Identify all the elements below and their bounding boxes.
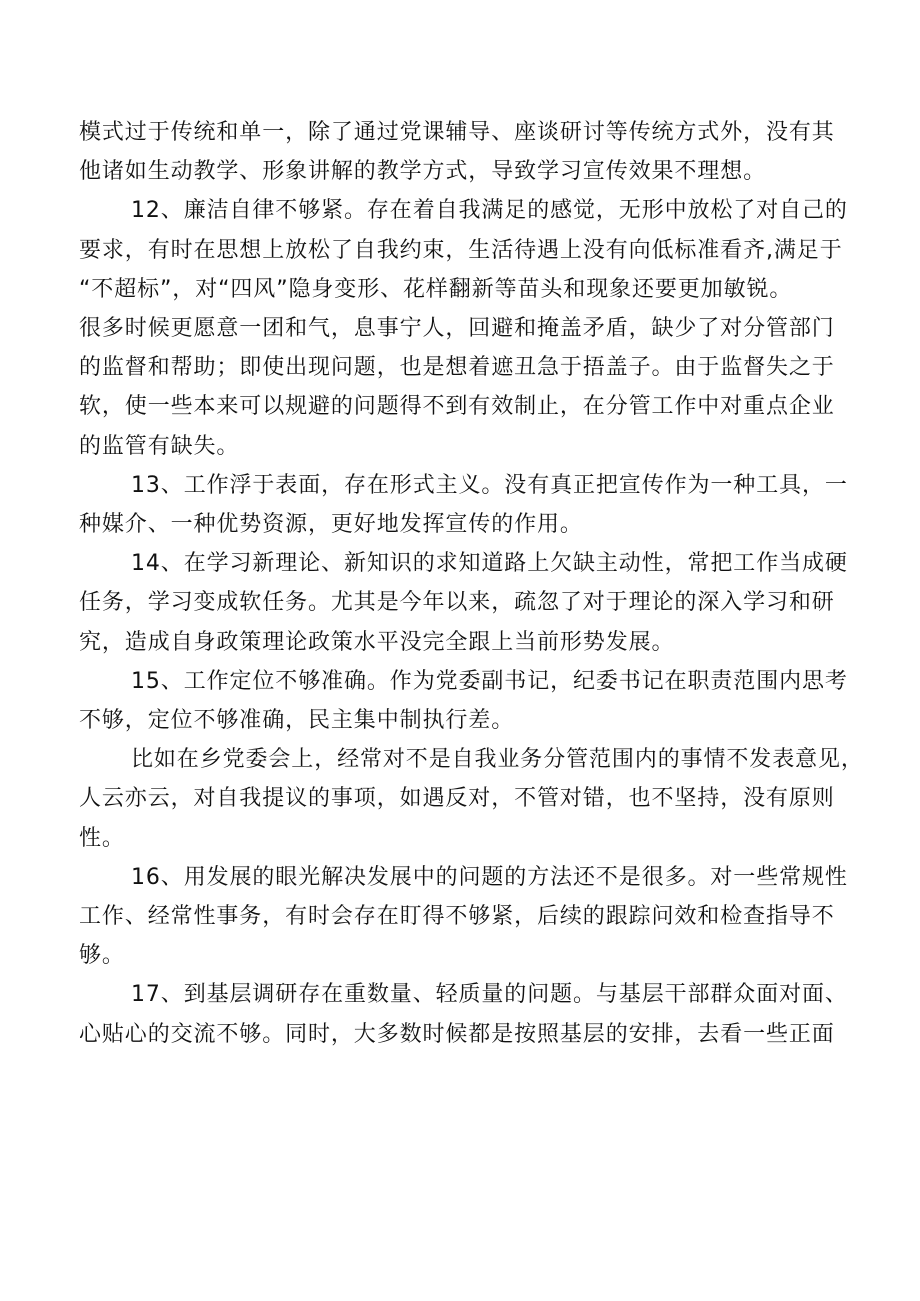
- text-line: 14、在学习新理论、新知识的求知道路上欠缺主动性，常把工作当成硬: [131, 551, 848, 577]
- paragraph-14: [79, 544, 853, 662]
- paragraph-12: [79, 191, 853, 465]
- paragraph-example: [79, 740, 864, 858]
- paragraph-15: [79, 662, 853, 740]
- text-line: 他诸如生动教学、形象讲解的教学方式，导致学习宣传效果不理想。: [79, 159, 767, 185]
- text-line: 工作、经常性事务，有时会存在盯得不够紧，后续的跟踪问效和检查指导不: [79, 904, 835, 930]
- text-line: 比如在乡党委会上，经常对不是自我业务分管范围内的事情不发表意见，: [131, 747, 864, 773]
- text-line: 的监督和帮助；即使出现问题，也是想着遮丑急于捂盖子。由于监督失之于: [79, 355, 835, 381]
- text-line: 软，使一些本来可以规避的问题得不到有效制止，在分管工作中对重点企业: [79, 394, 835, 420]
- text-line: 性。: [79, 825, 125, 851]
- text-line: 12、廉洁自律不够紧。存在着自我满足的感觉，无形中放松了对自己的: [131, 198, 848, 224]
- text-line: 要求，有时在思想上放松了自我约束，生活待遇上没有向低标准看齐,满足于: [79, 237, 843, 263]
- text-line: 17、到基层调研存在重数量、轻质量的问题。与基层干部群众面对面、: [131, 982, 848, 1008]
- document-body: [79, 113, 864, 1054]
- paragraph-16: [79, 858, 853, 976]
- text-line: 16、用发展的眼光解决发展中的问题的方法还不是很多。对一些常规性: [131, 864, 848, 890]
- text-line: 究，造成自身政策理论政策水平没完全跟上当前形势发展。: [79, 629, 675, 655]
- paragraph-continuation: [79, 113, 853, 191]
- text-line: 种媒介、一种优势资源，更好地发挥宣传的作用。: [79, 512, 583, 538]
- text-line: 13、工作浮于表面，存在形式主义。没有真正把宣传作为一种工具，一: [131, 472, 848, 498]
- paragraph-13: [79, 466, 853, 544]
- text-line: 够。: [79, 943, 125, 969]
- text-line: 很多时候更愿意一团和气，息事宁人，回避和掩盖矛盾，缺少了对分管部门: [79, 316, 835, 342]
- paragraph-17: [79, 975, 853, 1053]
- text-line: 的监管有缺失。: [79, 433, 240, 459]
- text-line: 心贴心的交流不够。同时，大多数时候都是按照基层的安排，去看一些正面: [79, 1021, 835, 1047]
- text-line: 模式过于传统和单一，除了通过党课辅导、座谈研讨等传统方式外，没有其: [79, 120, 835, 145]
- text-line: 人云亦云，对自我提议的事项，如遇反对，不管对错，也不坚持，没有原则: [79, 786, 835, 812]
- text-line: 不够，定位不够准确，民主集中制执行差。: [79, 708, 515, 734]
- text-line: 15、工作定位不够准确。作为党委副书记，纪委书记在职责范围内思考: [131, 668, 848, 694]
- text-line: 任务，学习变成软任务。尤其是今年以来，疏忽了对于理论的深入学习和研: [79, 590, 835, 616]
- text-line: “不超标”，对“四风”隐身变形、花样翻新等苗头和现象还要更加敏锐。: [79, 276, 793, 302]
